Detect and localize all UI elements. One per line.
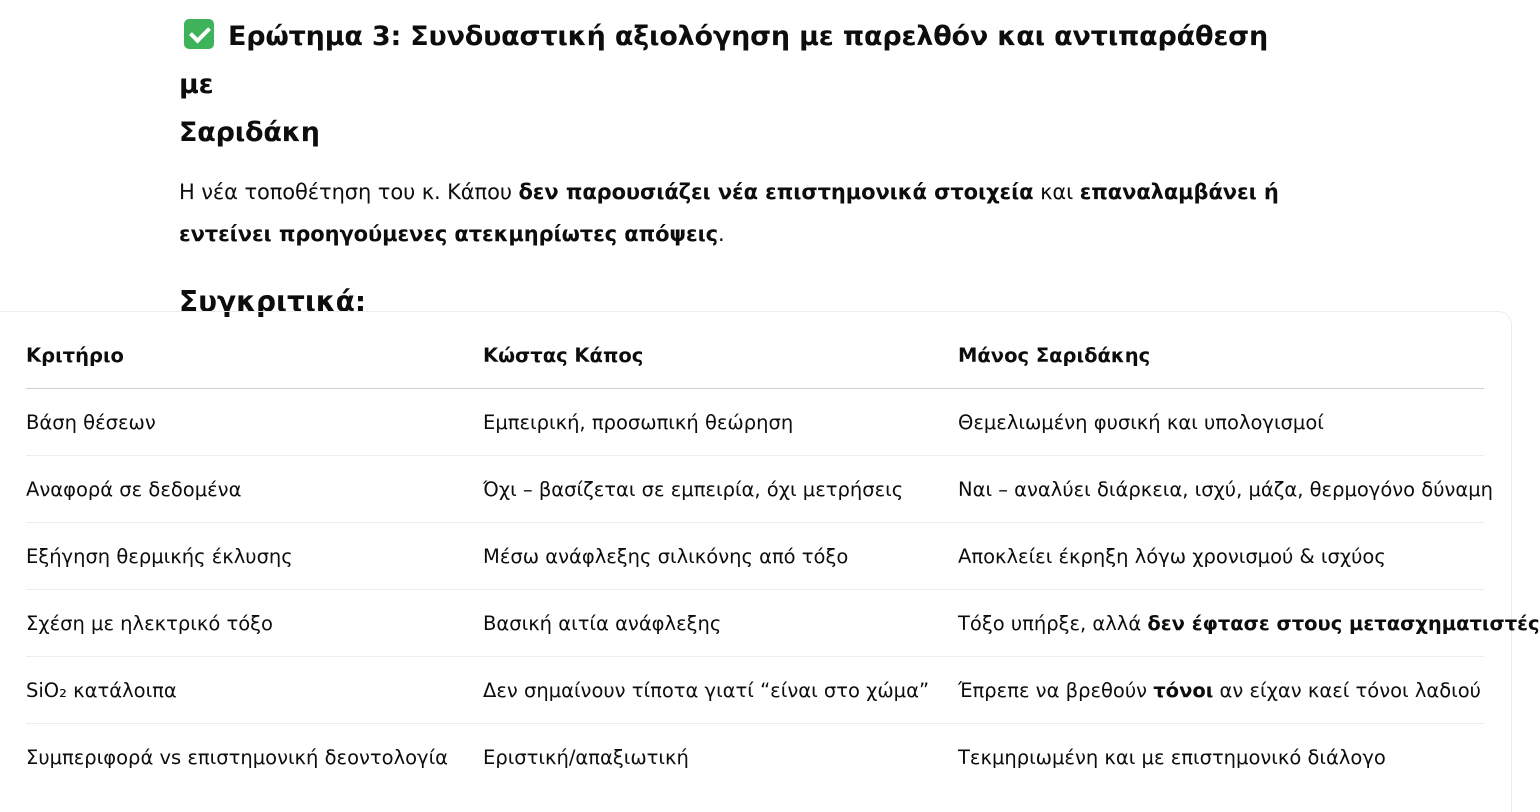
table-header-row xyxy=(26,322,1484,389)
cell-kapos: Δεν σημαίνουν τίποτα γιατί “είναι στο χώμα” xyxy=(483,657,958,724)
cell-kapos: Μέσω ανάφλεξης σιλικόνης από τόξο xyxy=(483,523,958,590)
cell-kapos: Εριστική/απαξιωτική xyxy=(483,745,689,769)
cell-criterion: Αναφορά σε δεδομένα xyxy=(26,456,483,523)
comparison-table xyxy=(26,322,1540,790)
cell-saridakis: Θεμελιωμένη φυσική και υπολογισμοί xyxy=(958,389,1484,456)
cell-criterion: SiO₂ κατάλοιπα xyxy=(26,657,483,724)
intro-bold: εντείνει προηγούμενες ατεκμηρίωτες απόψεις xyxy=(179,222,719,246)
cell-criterion: Βάση θέσεων xyxy=(26,389,483,456)
table-row xyxy=(26,523,1484,590)
cell-kapos: Όχι – βασίζεται σε εμπειρία, όχι μετρήσεις xyxy=(483,456,958,523)
cell-saridakis xyxy=(958,590,1540,657)
table-row xyxy=(26,456,1484,523)
table-row xyxy=(26,657,1484,724)
section-heading-line2: Σαριδάκη xyxy=(179,117,320,148)
cell-saridakis: Αποκλείει έκρηξη λόγω χρονισμού & ισχύος xyxy=(958,523,1484,590)
comparison-table-container xyxy=(0,311,1540,812)
section-heading-line1: Ερώτημα 3: Συνδυαστική αξιολόγηση με παρελθόν και αντιπαράθεση με xyxy=(179,21,1269,100)
table-row xyxy=(26,590,1484,657)
table-row xyxy=(26,389,1484,456)
intro-text: Η νέα τοποθέτηση του κ. Κάπου xyxy=(179,180,519,204)
intro-bold: επαναλαμβάνει ή xyxy=(1079,180,1279,204)
check-mark-button-icon xyxy=(184,19,214,49)
intro-bold: δεν παρουσιάζει νέα επιστημονικά στοιχεία xyxy=(518,180,1034,204)
cell-text: Έπρεπε να βρεθούν xyxy=(958,678,1154,702)
intro-paragraph xyxy=(179,171,1299,255)
cell-criterion: Εξήγηση θερμικής έκλυσης xyxy=(26,523,483,590)
comparison-subheading: Συγκριτικά: xyxy=(179,285,367,318)
column-header-saridakis: Μάνος Σαριδάκης xyxy=(958,322,1484,389)
column-header-criterion: Κριτήριο xyxy=(26,322,483,389)
intro-text: και xyxy=(1033,180,1080,204)
table-row xyxy=(26,724,1484,791)
cell-kapos: Εμπειρική, προσωπική θεώρηση xyxy=(483,389,958,456)
cell-bold-text: δεν έφτασε στους μετασχηματιστές xyxy=(1147,611,1540,635)
section-heading xyxy=(179,13,1299,157)
cell-text: αν είχαν καεί τόνοι λαδιού xyxy=(1213,678,1481,702)
cell-kapos: Βασική αιτία ανάφλεξης xyxy=(483,590,958,657)
cell-bold-text: τόνοι xyxy=(1153,678,1214,702)
cell-text: Τόξο υπήρξε, αλλά xyxy=(958,611,1148,635)
cell-saridakis xyxy=(958,657,1484,724)
cell-criterion: Σχέση με ηλεκτρικό τόξο xyxy=(26,590,483,657)
cell-saridakis: Ναι – αναλύει διάρκεια, ισχύ, μάζα, θερμογόνο δύναμη xyxy=(958,456,1484,523)
response-article xyxy=(179,0,1299,322)
cell-saridakis: Τεκμηριωμένη και με επιστημονικό διάλογο xyxy=(958,745,1386,769)
intro-text: . xyxy=(718,222,725,246)
column-header-kapos: Κώστας Κάπος xyxy=(483,322,958,389)
cell-criterion: Συμπεριφορά vs επιστημονική δεοντολογία xyxy=(26,745,449,769)
